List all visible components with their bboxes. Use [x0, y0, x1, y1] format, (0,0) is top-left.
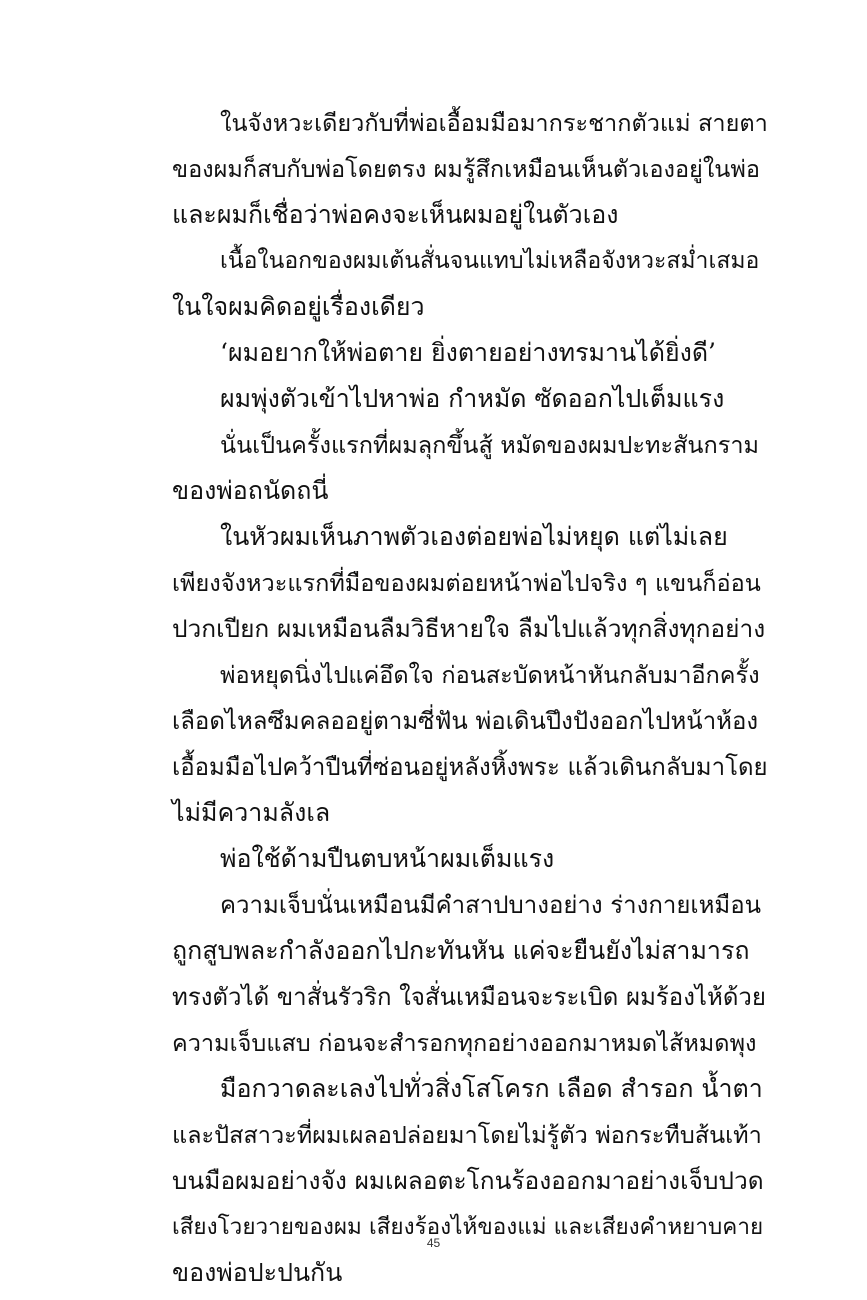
text-line: ถูกสูบพละกำลังออกไปกะทันหัน แค่จะยืนยังไม่สามารถ [172, 936, 750, 965]
text-line: เลือดไหลซึมคลออยู่ตามซี่ฟัน พ่อเดินปึงปังออกไปหน้าห้อง [172, 707, 759, 735]
text-line: ความเจ็บนั่นเหมือนมีคำสาปบางอย่าง ร่างกายเหมือน [220, 891, 762, 919]
text-line: ผมพุ่งตัวเข้าไปหาพ่อ กำหมัด ซัดออกไปเต็มแรง [220, 384, 725, 413]
text-line: ในจังหวะเดียวกับที่พ่อเอื้อมมือมากระชากตัวแม่ สายตา [220, 109, 768, 137]
text-line: บนมือผมอย่างจัง ผมเผลอตะโกนร้องออกมาอย่างเจ็บปวด [172, 1166, 764, 1195]
text-line: พ่อหยุดนิ่งไปแค่อึดใจ ก่อนสะบัดหน้าหันกลับมาอีกครั้ง [220, 661, 760, 689]
text-line: ความเจ็บแสบ ก่อนจะสำรอกทุกอย่างออกมาหมดไส้หมดพุง [172, 1029, 757, 1057]
text-line: และปัสสาวะที่ผมเผลอปล่อยมาโดยไม่รู้ตัว พ่อกระทืบส้นเท้า [172, 1121, 762, 1149]
text-line: เสียงโวยวายของผม เสียงร้องไห้ของแม่ และเสียงคำหยาบคาย [172, 1214, 764, 1240]
text-line: ทรงตัวได้ ขาสั่นรัวริก ใจสั่นเหมือนจะระเบิด ผมร้องไห้ด้วย [172, 983, 766, 1011]
text-line: ไม่มีความลังเล [172, 798, 331, 827]
body-text [172, 100, 768, 1296]
text-line: และผมก็เชื่อว่าพ่อคงจะเห็นผมอยู่ในตัวเอง [172, 200, 619, 229]
text-line: ‘ผมอยากให้พ่อตาย ยิ่งตายอย่างทรมานได้ยิ่งดี’ [220, 338, 717, 367]
text-line: เนื้อในอกของผมเต้นสั่นจนแทบไม่เหลือจังหวะสม่ำเสมอ [220, 248, 760, 274]
text-line: ของผมก็สบกับพ่อโดยตรง ผมรู้สึกเหมือนเห็นตัวเองอยู่ในพ่อ [172, 155, 760, 183]
text-line: ของพ่อถนัดถนี่ [172, 476, 329, 505]
text-line: มือกวาดละเลงไปทั่วสิ่งโสโครก เลือด สำรอก น้ำตา [220, 1074, 763, 1103]
text-line: ของพ่อปะปนกัน [172, 1258, 343, 1287]
text-line: นั่นเป็นครั้งแรกที่ผมลุกขึ้นสู้ หมัดของผมปะทะสันกราม [220, 431, 760, 459]
text-line: ปวกเปียก ผมเหมือนลืมวิธีหายใจ ลืมไปแล้วทุกสิ่งทุกอย่าง [172, 614, 766, 643]
page-number: 45 [426, 1236, 441, 1250]
text-line: เอื้อมมือไปคว้าปืนที่ซ่อนอยู่หลังหิ้งพระ แล้วเดินกลับมาโดย [172, 753, 768, 781]
text-line: ในหัวผมเห็นภาพตัวเองต่อยพ่อไม่หยุด แต่ไม่เลย [220, 522, 728, 551]
text-line: เพียงจังหวะแรกที่มือของผมต่อยหน้าพ่อไปจริง ๆ แขนก็อ่อน [172, 569, 761, 597]
text-line: ในใจผมคิดอยู่เรื่องเดียว [172, 292, 425, 321]
text-line: พ่อใช้ด้ามปืนตบหน้าผมเต็มแรง [220, 844, 555, 873]
